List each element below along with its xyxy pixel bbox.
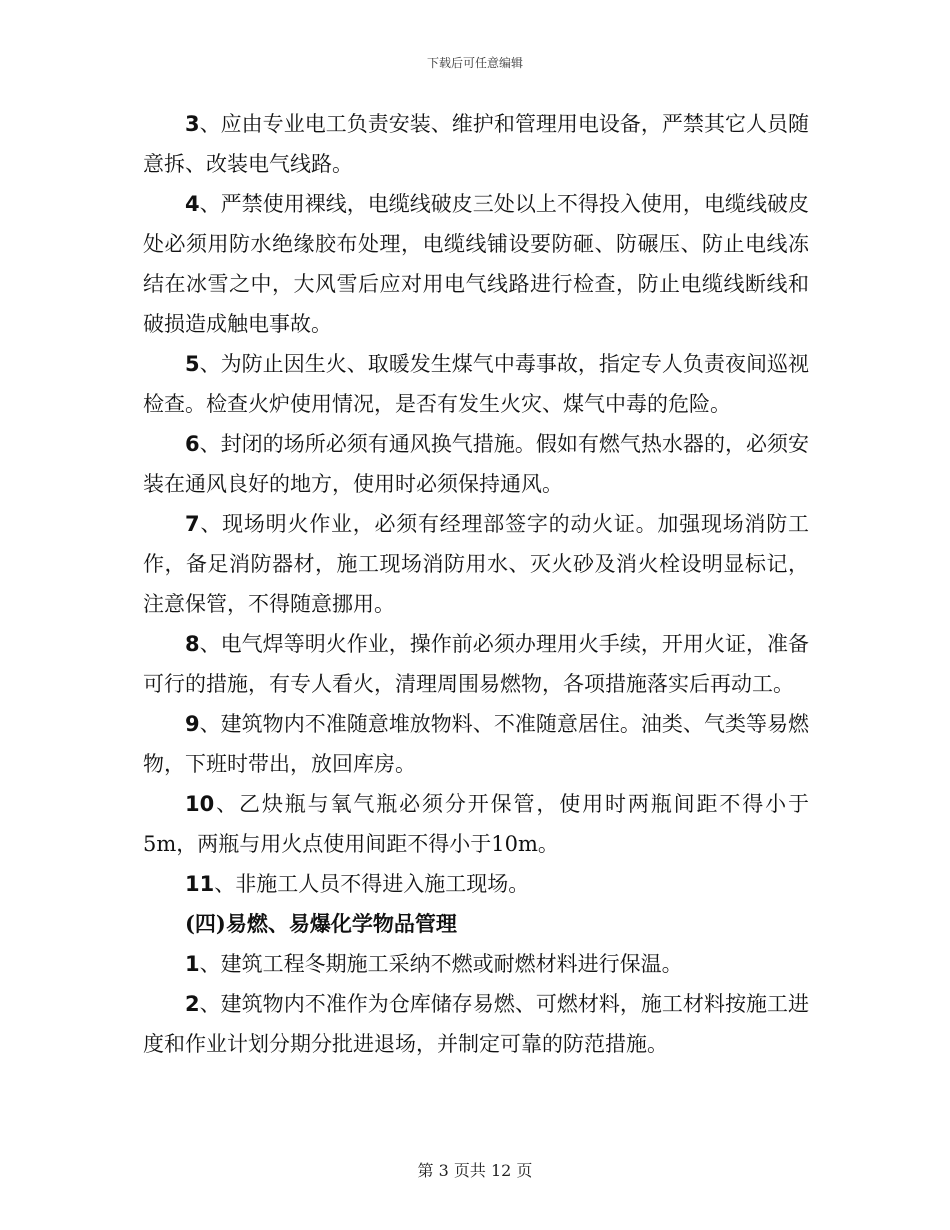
page-footer: 第 3 页共 12 页 [417, 1161, 533, 1180]
paragraph-8 [143, 624, 809, 704]
paragraph-5 [143, 344, 809, 424]
document-body [143, 104, 809, 1064]
item-text: 、建筑物内不准随意堆放物料、不准随意居住。油类、气类等易燃物，下班时带出，放回库房。 [143, 712, 809, 776]
item-text: 、严禁使用裸线，电缆线破皮三处以上不得投入使用，电缆线破皮处必须用防水绝缘胶布处理，电缆线铺设要防砸、防碾压、防止电线冻结在冰雪之中，大风雪后应对用电气线路进行检查，防止电缆线断线和破损造成触电事故。 [143, 192, 809, 336]
item-text: 、建筑物内不准作为仓库储存易燃、可燃材料，施工材料按施工进度和作业计划分期分批进退场，并制定可靠的防范措施。 [143, 992, 809, 1056]
item-number: 8 [185, 632, 200, 656]
paragraph-9 [143, 704, 809, 784]
paragraph-7 [143, 504, 809, 624]
section-paragraph-1 [143, 944, 809, 984]
item-text: 、非施工人员不得进入施工现场。 [214, 872, 530, 896]
section-heading: (四)易燃、易爆化学物品管理 [185, 911, 457, 936]
item-number: 2 [185, 992, 200, 1016]
item-text: 、建筑工程冬期施工采纳不燃或耐燃材料进行保温。 [199, 952, 683, 976]
item-text: 、乙炔瓶与氧气瓶必须分开保管，使用时两瓶间距不得小于5m，两瓶与用火点使用间距不得小于10m。 [143, 792, 809, 856]
item-text: 、现场明火作业，必须有经理部签字的动火证。加强现场消防工作，备足消防器材，施工现场消防用水、灭火砂及消火栓设明显标记，注意保管，不得随意挪用。 [143, 512, 809, 616]
item-text: 、应由专业电工负责安装、维护和管理用电设备，严禁其它人员随意拆、改装电气线路。 [143, 112, 809, 176]
item-text: 、封闭的场所必须有通风换气措施。假如有燃气热水器的，必须安装在通风良好的地方，使用时必须保持通风。 [143, 432, 809, 496]
paragraph-3 [143, 104, 809, 184]
paragraph-10 [143, 784, 809, 864]
item-number: 5 [185, 352, 200, 376]
paragraph-11 [143, 864, 809, 904]
item-number: 3 [185, 112, 200, 136]
item-number: 10 [185, 792, 215, 816]
paragraph-4 [143, 184, 809, 344]
item-number: 6 [185, 432, 200, 456]
item-number: 4 [185, 192, 200, 216]
section-paragraph-2 [143, 984, 809, 1064]
item-number: 1 [185, 952, 200, 976]
item-text: 、为防止因生火、取暖发生煤气中毒事故，指定专人负责夜间巡视检查。检查火炉使用情况，是否有发生火灾、煤气中毒的危险。 [143, 352, 809, 416]
item-text: 、电气焊等明火作业，操作前必须办理用火手续，开用火证，准备可行的措施，有专人看火，清理周围易燃物，各项措施落实后再动工。 [143, 632, 809, 696]
item-number: 7 [185, 512, 200, 536]
item-number: 11 [185, 872, 215, 896]
paragraph-6 [143, 424, 809, 504]
item-number: 9 [185, 712, 200, 736]
page-header: 下载后可任意编辑 [426, 56, 523, 70]
